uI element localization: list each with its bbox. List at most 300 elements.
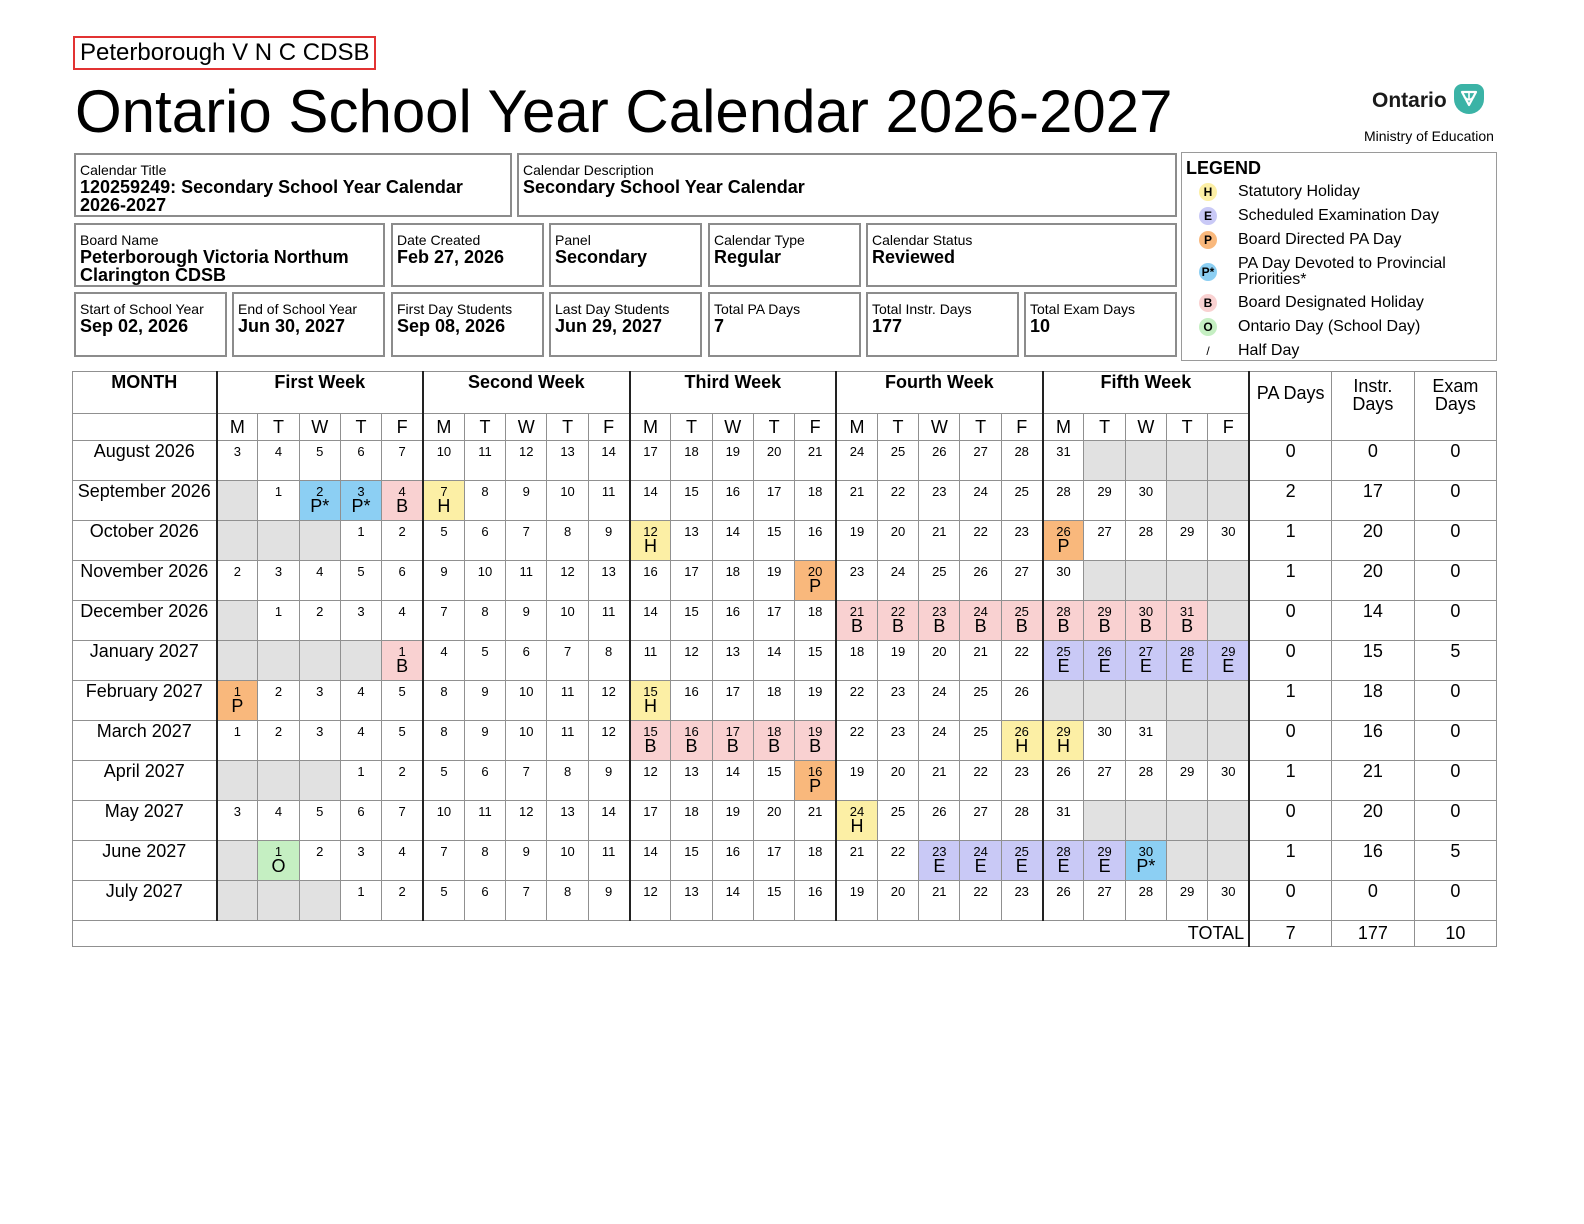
month-name: July 2027 (73, 881, 217, 921)
day-code: P* (1136, 856, 1156, 876)
calendar-day-cell (547, 801, 588, 841)
day-number: 25 (1014, 844, 1029, 859)
day-number: 1 (357, 764, 365, 779)
day-code: E (1181, 656, 1194, 676)
calendar-day-cell (630, 721, 671, 761)
total-exam-value: 10 (1030, 316, 1051, 336)
month-row (73, 641, 1497, 681)
day-letter: M (423, 414, 464, 441)
day-code: H (643, 696, 657, 716)
calendar-status-value: Reviewed (872, 247, 956, 267)
week-header: Second Week (423, 372, 630, 414)
day-number: 8 (481, 484, 489, 499)
calendar-day-cell (423, 761, 464, 801)
calendar-day-cell (630, 521, 671, 561)
calendar-table (72, 371, 1497, 947)
instr-days-value: 0 (1332, 881, 1415, 921)
day-number: 16 (684, 684, 699, 699)
calendar-day-cell (299, 441, 340, 481)
day-number: 16 (643, 564, 658, 579)
calendar-title-label: Calendar Title (80, 162, 167, 178)
day-code: B (685, 736, 698, 756)
day-letter: W (506, 414, 547, 441)
day-number: 12 (643, 524, 658, 539)
legend (1181, 152, 1497, 361)
day-number: 3 (357, 484, 365, 499)
calendar-day-cell (217, 641, 258, 681)
calendar-day-cell (506, 801, 547, 841)
day-number: 26 (932, 804, 947, 819)
day-number: 28 (1056, 844, 1071, 859)
calendar-day-cell (919, 681, 960, 721)
day-number: 29 (1179, 764, 1195, 779)
calendar-day-cell (671, 801, 712, 841)
day-number: 2 (398, 764, 406, 779)
calendar-day-cell (423, 561, 464, 601)
day-number: 6 (481, 764, 489, 779)
total-pa-value: 7 (1249, 921, 1332, 947)
calendar-day-cell (217, 721, 258, 761)
day-number: 12 (560, 564, 575, 579)
day-number: 3 (316, 684, 324, 699)
day-number: 7 (522, 764, 530, 779)
calendar-day-cell (299, 561, 340, 601)
calendar-day-cell (630, 441, 671, 481)
start-year-label: Start of School Year (80, 301, 204, 317)
day-number: 10 (519, 684, 534, 699)
day-number: 7 (440, 484, 448, 499)
day-number: 22 (890, 604, 906, 619)
day-letter: T (547, 414, 588, 441)
calendar-day-cell (547, 841, 588, 881)
day-number: 7 (440, 604, 448, 619)
calendar-day-cell (1001, 841, 1042, 881)
calendar-day-cell (1043, 801, 1084, 841)
calendar-day-cell (464, 641, 505, 681)
day-number: 2 (274, 684, 283, 699)
calendar-day-cell (423, 841, 464, 881)
day-number: 5 (357, 564, 365, 579)
day-number: 3 (357, 604, 365, 619)
day-number: 28 (1138, 884, 1154, 899)
day-number: 9 (605, 764, 613, 779)
calendar-day-cell (919, 641, 960, 681)
calendar-day-cell (753, 641, 794, 681)
day-number: 26 (1097, 644, 1112, 659)
calendar-day-cell (217, 881, 258, 921)
calendar-day-cell (547, 601, 588, 641)
day-number: 5 (440, 764, 448, 779)
day-code: B (396, 656, 409, 676)
calendar-day-cell (671, 881, 712, 921)
calendar-day-cell (258, 721, 299, 761)
exam-days-header: Exam Days (1414, 372, 1497, 441)
day-letter: T (340, 414, 381, 441)
calendar-day-cell (1084, 761, 1125, 801)
exam-days-value: 5 (1414, 641, 1497, 681)
calendar-day-cell (1125, 441, 1166, 481)
day-number: 19 (766, 564, 782, 579)
day-number: 18 (766, 684, 782, 699)
calendar-day-cell (1084, 841, 1125, 881)
day-number: 17 (766, 604, 782, 619)
calendar-day-cell (340, 681, 381, 721)
total-pa-box (708, 292, 861, 357)
day-number: 4 (398, 484, 406, 499)
day-code: B (1057, 616, 1070, 636)
day-number: 3 (233, 444, 242, 459)
calendar-day-cell (1208, 601, 1249, 641)
day-number: 12 (643, 884, 658, 899)
day-number: 10 (560, 844, 575, 859)
calendar-day-cell (1208, 641, 1249, 681)
calendar-day-cell (1084, 801, 1125, 841)
board-name-value: Peterborough Victoria Northum Clarington CDSB (80, 247, 349, 285)
calendar-day-cell (712, 841, 753, 881)
month-name: September 2026 (73, 481, 217, 521)
calendar-day-cell (423, 641, 464, 681)
calendar-day-cell (795, 761, 836, 801)
calendar-day-cell (630, 481, 671, 521)
day-code: B (850, 616, 863, 636)
calendar-day-cell (547, 681, 588, 721)
day-number: 7 (522, 524, 530, 539)
calendar-day-cell (464, 481, 505, 521)
instr-days-value: 15 (1332, 641, 1415, 681)
calendar-day-cell (836, 641, 877, 681)
calendar-day-cell (1208, 481, 1249, 521)
calendar-day-cell (960, 801, 1001, 841)
day-number: 8 (563, 884, 572, 899)
legend-item-exam-day (1182, 207, 1492, 227)
day-number: 27 (1097, 524, 1112, 539)
calendar-day-cell (1208, 801, 1249, 841)
day-number: 1 (233, 684, 242, 699)
calendar-day-cell (960, 561, 1001, 601)
day-number: 18 (684, 444, 699, 459)
day-number: 12 (519, 444, 534, 459)
calendar-day-cell (753, 601, 794, 641)
day-number: 11 (601, 844, 616, 859)
exam-days-value: 0 (1414, 561, 1497, 601)
exam-days-value: 0 (1414, 601, 1497, 641)
total-exam-value: 10 (1414, 921, 1497, 947)
day-number: 12 (684, 644, 699, 659)
calendar-day-cell (506, 841, 547, 881)
day-number: 11 (601, 604, 616, 619)
day-number: 24 (849, 444, 865, 459)
calendar-day-cell (217, 801, 258, 841)
calendar-day-cell (671, 521, 712, 561)
day-number: 9 (522, 484, 530, 499)
calendar-day-cell (1125, 561, 1166, 601)
day-number: 26 (1014, 684, 1029, 699)
calendar-type-box (708, 223, 861, 287)
day-number: 11 (643, 644, 658, 659)
calendar-day-cell (547, 441, 588, 481)
calendar-day-cell (340, 841, 381, 881)
day-number: 4 (316, 564, 324, 579)
week-header: Fifth Week (1043, 372, 1250, 414)
calendar-day-cell (1167, 801, 1208, 841)
day-letter: T (877, 414, 918, 441)
day-number: 5 (481, 644, 489, 659)
end-year-box (232, 292, 385, 357)
month-row (73, 481, 1497, 521)
day-number: 29 (1056, 724, 1071, 739)
day-letter: W (1125, 414, 1166, 441)
day-number: 11 (601, 484, 616, 499)
calendar-day-cell (1125, 801, 1166, 841)
day-number: 22 (890, 484, 906, 499)
calendar-day-cell (382, 761, 423, 801)
first-day-label: First Day Students (397, 301, 513, 317)
exam-days-value: 0 (1414, 681, 1497, 721)
day-number: 2 (398, 884, 406, 899)
day-number: 23 (1014, 764, 1029, 779)
calendar-day-cell (258, 881, 299, 921)
legend-item-half-day (1182, 342, 1492, 362)
calendar-day-cell (877, 601, 918, 641)
day-letter: F (1208, 414, 1249, 441)
calendar-day-cell (795, 801, 836, 841)
pa-days-value: 0 (1249, 601, 1332, 641)
calendar-day-cell (1001, 721, 1042, 761)
pa-days-value: 1 (1249, 681, 1332, 721)
calendar-day-cell (1001, 881, 1042, 921)
calendar-day-cell (712, 481, 753, 521)
calendar-day-cell (919, 881, 960, 921)
day-number: 4 (357, 684, 365, 699)
calendar-day-cell (1084, 561, 1125, 601)
exam-days-value: 5 (1414, 841, 1497, 881)
day-letter: F (1001, 414, 1042, 441)
day-number: 18 (807, 844, 823, 859)
calendar-day-cell (836, 601, 877, 641)
day-number: 21 (849, 844, 865, 859)
day-number: 14 (725, 764, 741, 779)
day-number: 13 (684, 524, 699, 539)
day-number: 27 (973, 444, 988, 459)
calendar-day-cell (1208, 881, 1249, 921)
date-created-box (391, 223, 544, 287)
instr-days-value: 20 (1332, 801, 1415, 841)
calendar-day-cell (464, 881, 505, 921)
calendar-day-cell (588, 761, 629, 801)
day-number: 22 (973, 764, 988, 779)
total-pa-value: 7 (714, 316, 725, 336)
day-number: 21 (932, 524, 947, 539)
day-number: 5 (398, 724, 406, 739)
pa-days-value: 0 (1249, 881, 1332, 921)
calendar-day-cell (877, 481, 918, 521)
day-number: 13 (560, 444, 575, 459)
calendar-day-cell (382, 481, 423, 521)
calendar-day-cell (423, 481, 464, 521)
calendar-day-cell (464, 441, 505, 481)
day-number: 2 (316, 484, 324, 499)
instr-days-value: 14 (1332, 601, 1415, 641)
day-number: 18 (807, 484, 823, 499)
day-number: 30 (1138, 844, 1154, 859)
calendar-day-cell (299, 521, 340, 561)
day-number: 6 (398, 564, 406, 579)
calendar-day-cell (258, 601, 299, 641)
day-number: 3 (316, 724, 324, 739)
week-header: Third Week (630, 372, 837, 414)
instr-days-value: 16 (1332, 721, 1415, 761)
month-row (73, 761, 1497, 801)
calendar-type-value: Regular (714, 247, 782, 267)
day-number: 18 (766, 724, 782, 739)
day-code: E (1015, 856, 1028, 876)
calendar-day-cell (258, 641, 299, 681)
calendar-day-cell (258, 761, 299, 801)
day-number: 2 (316, 844, 324, 859)
calendar-day-cell (1001, 601, 1042, 641)
calendar-day-cell (795, 881, 836, 921)
calendar-day-cell (919, 761, 960, 801)
day-number: 21 (849, 484, 865, 499)
day-number: 16 (725, 844, 741, 859)
pa-days-value: 1 (1249, 761, 1332, 801)
day-code: B (1015, 616, 1028, 636)
legend-badge: B (1199, 294, 1217, 312)
calendar-day-cell (671, 441, 712, 481)
day-code: O (271, 856, 286, 876)
calendar-description-value: Secondary School Year Calendar (523, 177, 805, 197)
trillium-logo-icon (1454, 84, 1484, 114)
day-number: 4 (398, 604, 406, 619)
day-number: 31 (1179, 604, 1195, 619)
day-number: 15 (684, 484, 699, 499)
calendar-day-cell (1043, 561, 1084, 601)
calendar-day-cell (1001, 681, 1042, 721)
day-number: 19 (849, 524, 865, 539)
legend-text: PA Day Devoted to Provincial Priorities* (1238, 255, 1446, 288)
legend-badge: P* (1199, 263, 1217, 281)
calendar-day-cell (423, 441, 464, 481)
calendar-day-cell (258, 481, 299, 521)
day-number: 20 (890, 764, 906, 779)
day-number: 5 (316, 804, 324, 819)
day-number: 5 (440, 884, 448, 899)
calendar-day-cell (753, 521, 794, 561)
day-number: 6 (481, 884, 489, 899)
day-number: 18 (807, 604, 823, 619)
day-number: 13 (560, 804, 575, 819)
day-number: 26 (973, 564, 988, 579)
calendar-day-cell (299, 481, 340, 521)
day-code: P* (351, 496, 371, 516)
day-number: 25 (932, 564, 947, 579)
day-letter: M (630, 414, 671, 441)
calendar-day-cell (382, 881, 423, 921)
legend-badge: / (1206, 344, 1210, 358)
day-number: 25 (890, 444, 906, 459)
month-row (73, 601, 1497, 641)
calendar-day-cell (217, 601, 258, 641)
calendar-day-cell (258, 561, 299, 601)
calendar-day-cell (1043, 721, 1084, 761)
calendar-day-cell (1043, 761, 1084, 801)
day-number: 27 (1097, 884, 1112, 899)
calendar-day-cell (506, 681, 547, 721)
last-day-value: Jun 29, 2027 (555, 316, 663, 336)
calendar-day-cell (919, 561, 960, 601)
calendar-day-cell (960, 881, 1001, 921)
calendar-day-cell (1001, 761, 1042, 801)
calendar-day-cell (795, 681, 836, 721)
day-letter: T (1167, 414, 1208, 441)
month-name: June 2027 (73, 841, 217, 881)
last-day-label: Last Day Students (555, 301, 670, 317)
day-code: E (933, 856, 946, 876)
calendar-day-cell (877, 561, 918, 601)
day-number: 17 (725, 724, 741, 739)
day-number: 17 (725, 684, 741, 699)
day-number: 1 (274, 484, 283, 499)
calendar-day-cell (547, 561, 588, 601)
day-number: 15 (766, 764, 782, 779)
calendar-day-cell (588, 881, 629, 921)
calendar-day-cell (630, 841, 671, 881)
calendar-day-cell (1043, 441, 1084, 481)
day-number: 15 (643, 724, 658, 739)
calendar-day-cell (712, 561, 753, 601)
day-number: 8 (481, 604, 489, 619)
day-number: 24 (849, 804, 865, 819)
day-number: 3 (357, 844, 365, 859)
day-number: 2 (398, 524, 406, 539)
day-number: 30 (1056, 564, 1071, 579)
day-number: 12 (643, 764, 658, 779)
day-number: 25 (1056, 644, 1071, 659)
day-number: 15 (807, 644, 823, 659)
calendar-day-cell (340, 521, 381, 561)
calendar-day-cell (340, 641, 381, 681)
month-name: January 2027 (73, 641, 217, 681)
calendar-day-cell (588, 601, 629, 641)
month-name: May 2027 (73, 801, 217, 841)
day-number: 19 (849, 764, 865, 779)
exam-days-value: 0 (1414, 801, 1497, 841)
day-number: 27 (1097, 764, 1112, 779)
exam-days-value: 0 (1414, 521, 1497, 561)
month-name: December 2026 (73, 601, 217, 641)
month-row (73, 521, 1497, 561)
calendar-day-cell (630, 681, 671, 721)
total-instr-value: 177 (872, 316, 903, 336)
panel-label: Panel (555, 232, 591, 248)
calendar-day-cell (423, 521, 464, 561)
calendar-day-cell (588, 561, 629, 601)
exam-days-value: 0 (1414, 721, 1497, 761)
calendar-day-cell (1001, 801, 1042, 841)
calendar-day-cell (1125, 601, 1166, 641)
day-number: 19 (849, 884, 865, 899)
legend-item-provincial-pa-day (1182, 255, 1492, 289)
day-code: E (1098, 856, 1111, 876)
totals-row (73, 921, 1497, 947)
calendar-day-cell (671, 681, 712, 721)
day-number: 23 (932, 484, 947, 499)
legend-text: Board Designated Holiday (1238, 294, 1424, 311)
day-number: 11 (519, 564, 534, 579)
day-number: 6 (357, 804, 365, 819)
calendar-day-cell (1084, 721, 1125, 761)
day-number: 3 (233, 804, 242, 819)
